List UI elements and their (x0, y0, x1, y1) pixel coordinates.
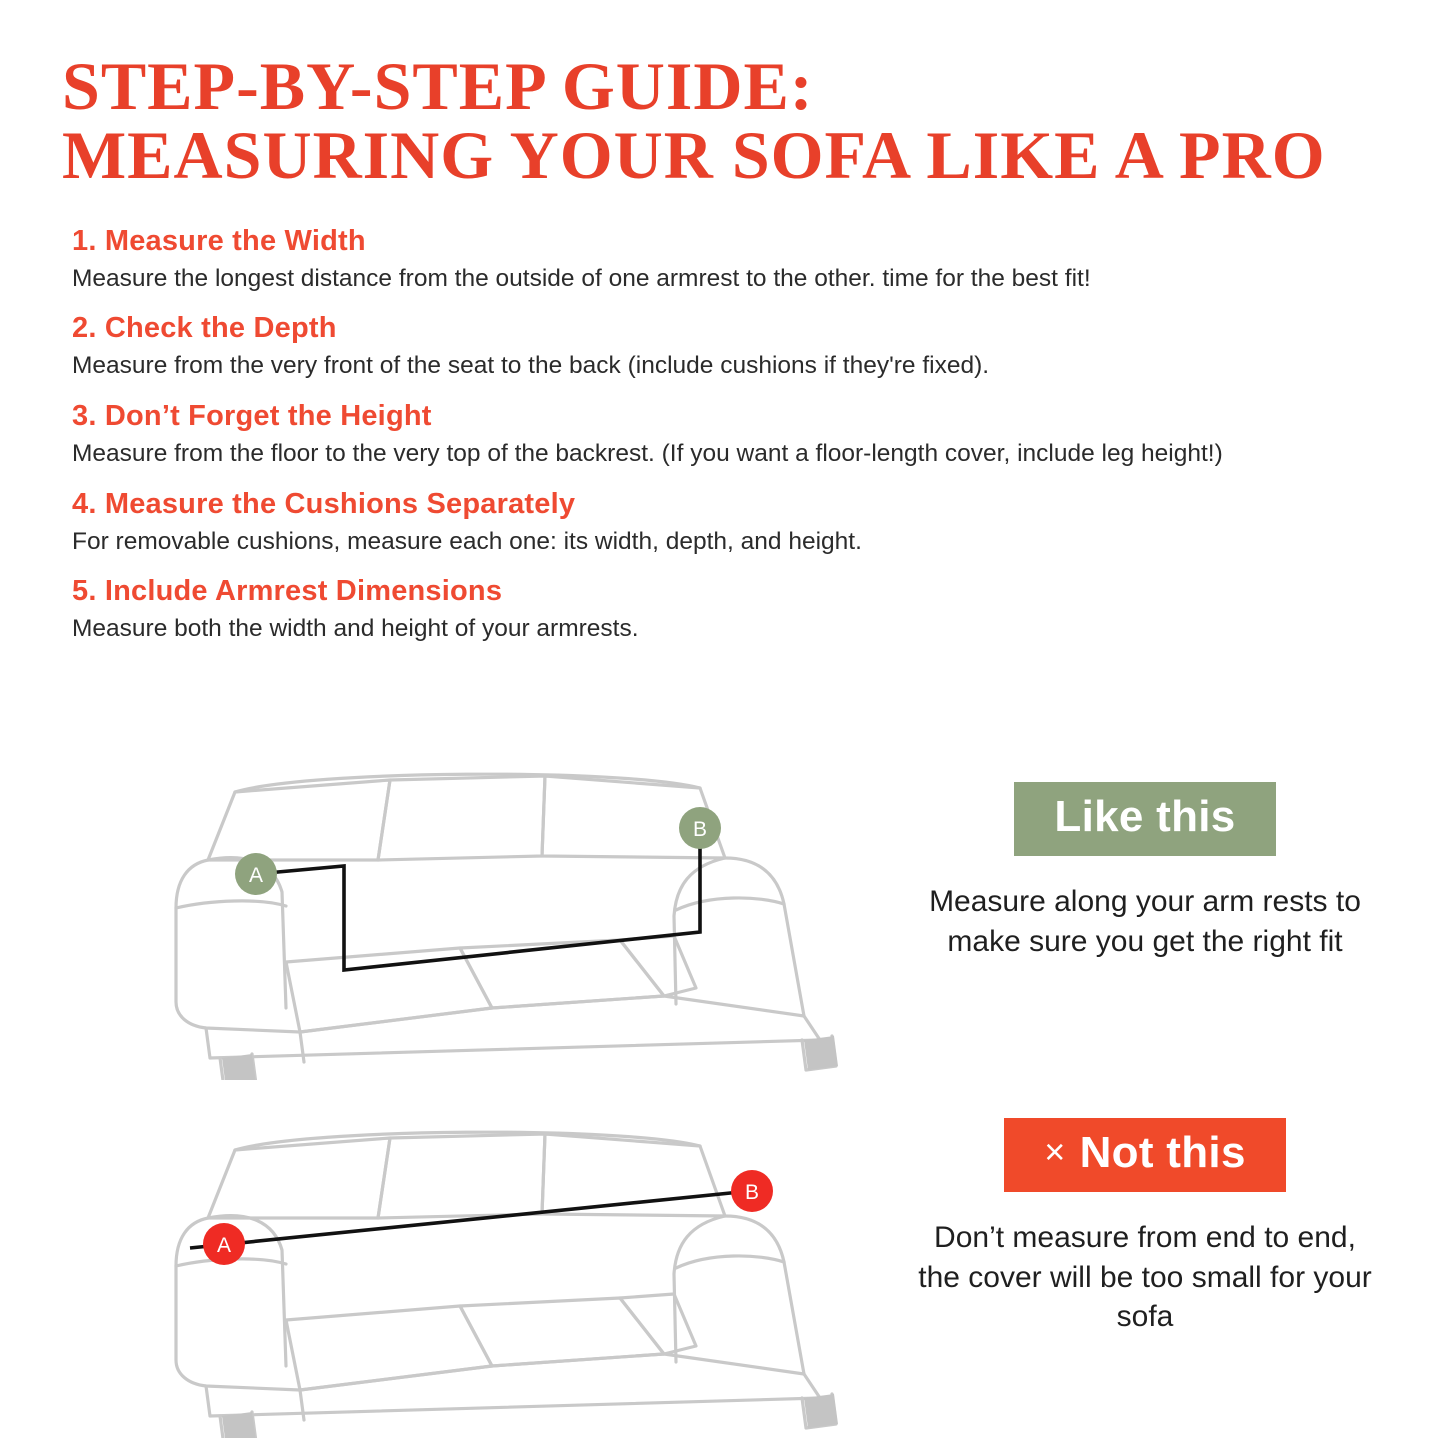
sofa-diagram-incorrect (60, 1098, 880, 1438)
step-heading: 5. Include Armrest Dimensions (72, 575, 503, 608)
marker-a-correct (235, 853, 277, 895)
bad-example-block (905, 1118, 1385, 1337)
step-body: Measure from the floor to the very top of the backrest. (If you want a floor-length cover, include leg height!) (72, 439, 1223, 467)
like-this-badge (1014, 782, 1275, 856)
page-title (62, 48, 1385, 194)
like-this-label: Like this (1054, 792, 1236, 841)
title-line-1: STEP-BY-STEP GUIDE: (62, 48, 814, 124)
title-line-2: MEASURING YOUR SOFA LIKE A PRO (62, 117, 1326, 194)
step-body: Measure from the very front of the seat to the back (include cushions if they're fixed). (72, 352, 990, 380)
sofa-illustrations (60, 740, 880, 1438)
not-this-label: Not this (1079, 1128, 1246, 1177)
marker-a-incorrect (203, 1223, 245, 1265)
marker-b-correct (679, 807, 721, 849)
examples-section (0, 740, 1445, 1445)
svg-text:B: B (744, 1181, 760, 1204)
cross-icon: × (1044, 1131, 1066, 1172)
step-item (62, 225, 1385, 295)
not-this-badge (1004, 1118, 1285, 1192)
sofa-diagram-correct (60, 740, 880, 1080)
svg-text:A: A (248, 864, 264, 887)
step-body: Measure both the width and height of your armrests. (72, 615, 639, 643)
step-heading: 3. Don’t Forget the Height (72, 399, 432, 432)
step-heading: 1. Measure the Width (72, 224, 366, 257)
svg-text:A: A (216, 1234, 232, 1257)
not-this-caption: Don’t measure from end to end, the cover will be too small for your sofa (918, 1221, 1372, 1334)
steps-list (62, 225, 1385, 645)
like-this-caption: Measure along your arm rests to make sure you get the right fit (929, 885, 1361, 958)
step-item (62, 575, 1385, 645)
sofa-svg-incorrect (60, 1098, 880, 1438)
step-item (62, 312, 1385, 382)
svg-text:B: B (692, 818, 708, 841)
step-body: For removable cushions, measure each one: its width, depth, and height. (72, 527, 862, 555)
step-heading: 2. Check the Depth (72, 312, 337, 345)
marker-b-incorrect (731, 1170, 773, 1212)
step-heading: 4. Measure the Cushions Separately (72, 487, 576, 520)
step-body: Measure the longest distance from the outside of one armrest to the other. time for the best fit! (72, 264, 1091, 292)
step-item (62, 400, 1385, 470)
sofa-svg-correct (60, 740, 880, 1080)
step-item (62, 488, 1385, 558)
good-example-block (905, 782, 1385, 961)
